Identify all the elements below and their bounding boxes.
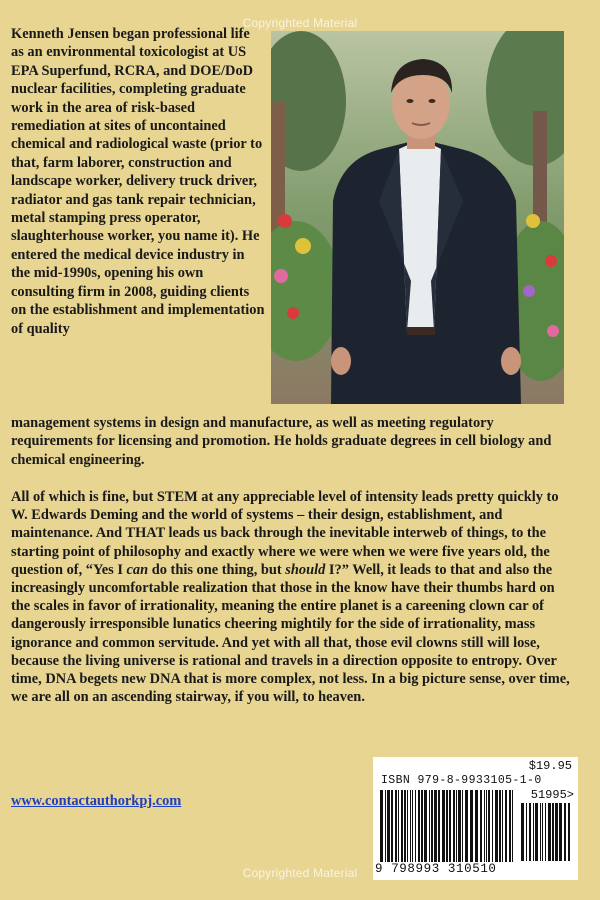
barcode-bar <box>470 790 473 862</box>
price-addon-code: 51995> <box>530 788 574 802</box>
barcode-bar <box>555 803 558 861</box>
barcode-bar <box>533 803 534 861</box>
barcode-bar <box>509 790 511 862</box>
barcode-bar <box>395 790 397 862</box>
author-bio-top: Kenneth Jensen began professional life as an environmental toxicologist at US EPA Superfund, RCRA, and DOE/DoD nuclear facilities, completing graduate work in the area of risk-based remediation at sites of uncontained chemical and radiological waste (prior to that, farm laborer, construction and landscape worker, delivery truck driver, radiator and gas tank repair technician, metal stamping press operator, slaughterhouse worker, you name it). He entered the medical device industry in the mid-1990s, opening his own consulting firm in 2008, guiding clients on the establishment and implementation of quality <box>11 26 265 337</box>
barcode-bar <box>438 790 440 862</box>
author-website-link[interactable]: www.contactauthorkpj.com <box>11 793 182 809</box>
barcode-bar <box>456 790 457 862</box>
barcode-bar <box>526 803 527 861</box>
barcode-bar <box>540 803 541 861</box>
barcode-bar <box>564 803 566 861</box>
barcode-bar <box>492 790 493 862</box>
barcode-bar <box>453 790 455 862</box>
isbn-barcode-block <box>373 757 578 880</box>
barcode-bar <box>391 790 393 862</box>
barcode-bar <box>429 790 430 862</box>
barcode-bar <box>486 790 487 862</box>
addon-barcode <box>521 803 571 861</box>
barcode-bar <box>480 790 482 862</box>
barcode-bar <box>559 803 562 861</box>
isbn-label: ISBN 979-8-9933105-1-0 <box>381 774 542 787</box>
barcode-bar <box>548 803 551 861</box>
barcode-bar <box>475 790 478 862</box>
price-label: $19.95 <box>528 759 572 773</box>
barcode-bar <box>380 790 383 862</box>
barcode-bar <box>545 803 546 861</box>
barcode-bar <box>488 790 490 862</box>
barcode-bar <box>465 790 468 862</box>
barcode-bar <box>442 790 445 862</box>
barcode-bar <box>521 803 524 861</box>
barcode-bar <box>415 790 416 862</box>
barcode-bar <box>431 790 433 862</box>
barcode-bar <box>495 790 498 862</box>
barcode-bar <box>449 790 451 862</box>
para2-text-c: I?” Well, it leads to that and also the increasingly uncomfortable realization that those in the know have their thumbs hard on the scales in favor of irrationality, meaning the entire planet is a careening clown car of dangerously irresponsible lunatics cheering mightily for the side of irrationality, mass ignorance and common servitude. And yet with all that, those evil clowns still will lose, because the living universe is rational and travels in a direction opposite to entropy. Over time, DNA begets new DNA that is more complex, not less. In a big picture sense, over time, we are all on an ascending stairway, if you will, to heaven. <box>11 561 570 706</box>
barcode-bar <box>542 803 543 861</box>
barcode-bar <box>410 790 411 862</box>
barcode-bar <box>418 790 420 862</box>
barcode-bar <box>462 790 463 862</box>
author-photo-illustration <box>271 31 564 404</box>
para2-should-emphasis: should <box>285 561 326 578</box>
para2-text-b: do this one thing, but <box>148 561 286 578</box>
barcode-bar <box>529 803 531 861</box>
barcode-bar <box>568 803 570 861</box>
barcode-bar <box>412 790 413 862</box>
barcode-bar <box>502 790 503 862</box>
author-bio-bottom: management systems in design and manufacture, as well as meeting regulatory requirements for licensing and promotion. He holds graduate degrees in cell biology and chemical engineering. <box>11 415 552 468</box>
barcode-bar <box>499 790 501 862</box>
barcode-bar <box>535 803 538 861</box>
barcode-bar <box>484 790 485 862</box>
ean-digits: 9 798993 310510 <box>375 862 497 876</box>
barcode-bar <box>424 790 427 862</box>
barcode-bar <box>401 790 403 862</box>
barcode-bar <box>446 790 448 862</box>
para2-text-a: All of which is fine, but STEM at any appreciable level of intensity leads pretty quickly to W. Edwards Deming and the world of systems – their design, establishment, and maintenance. And THAT leads us back through the inevitable interweb of things, to the starting point of philosophy and exactly where we were when we were five years old, the question of, “Yes I <box>11 489 559 578</box>
philosophy-paragraph <box>11 488 571 706</box>
barcode-bar <box>434 790 437 862</box>
barcode-bar <box>421 790 423 862</box>
ean-barcode <box>380 790 516 862</box>
barcode-bar <box>505 790 507 862</box>
barcode-bar <box>385 790 386 862</box>
author-photo <box>271 31 564 404</box>
para2-can-emphasis: can <box>126 561 149 578</box>
barcode-bar <box>407 790 408 862</box>
barcode-bar <box>512 790 513 862</box>
barcode-bar <box>398 790 399 862</box>
barcode-bar <box>387 790 390 862</box>
barcode-bar <box>458 790 461 862</box>
barcode-bar <box>552 803 554 861</box>
barcode-bar <box>404 790 406 862</box>
watermark-top: Copyrighted Material <box>242 16 358 30</box>
watermark-bottom: Copyrighted Material <box>242 866 358 880</box>
